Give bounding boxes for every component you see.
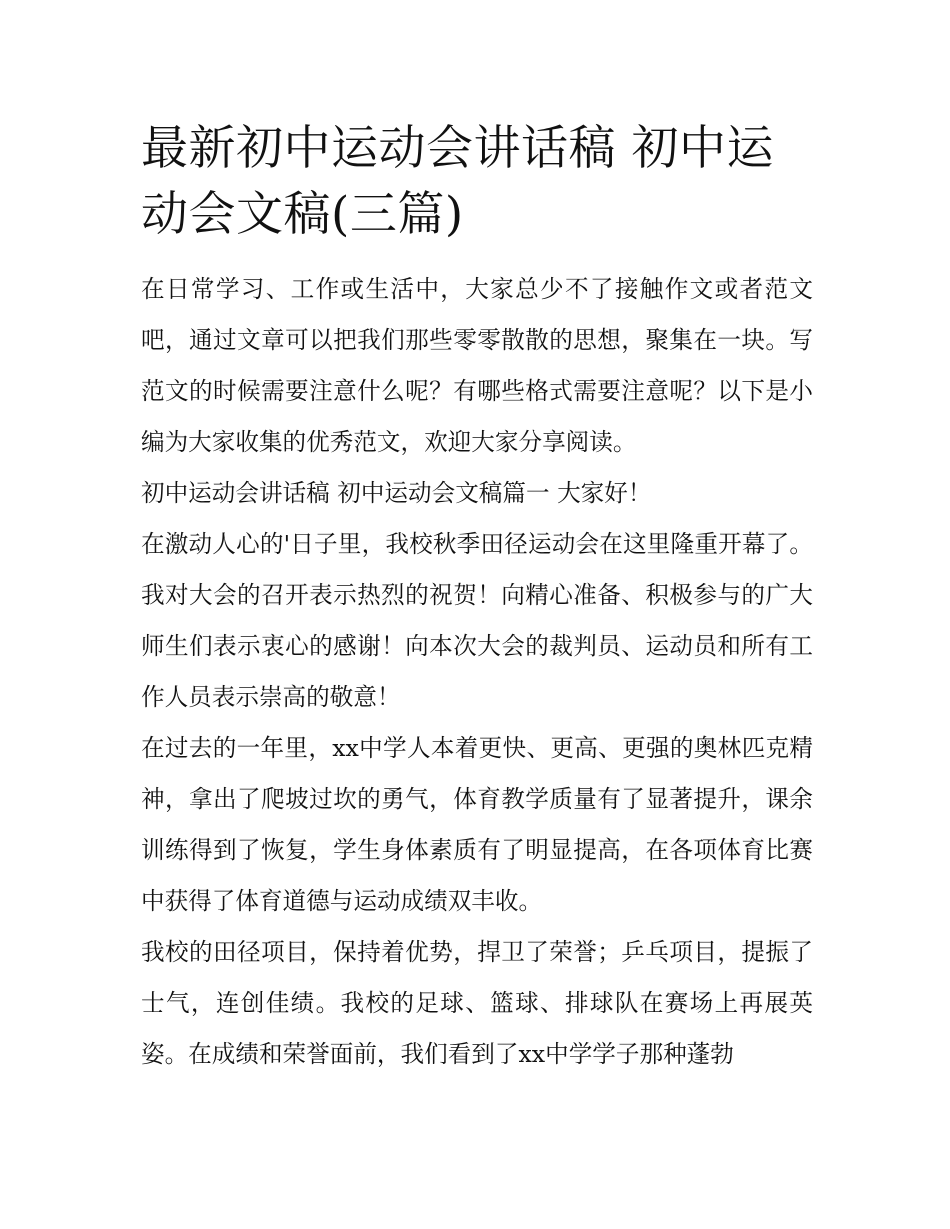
body-paragraph: 在激动人心的'日子里，我校秋季田径运动会在这里隆重开幕了。我对大会的召开表示热烈的祝贺！向精心准备、积极参与的广大师生们表示衷心的感谢！向本次大会的裁判员、运动员和所有工作人员表示崇高的敬意！ <box>141 530 813 711</box>
document-title: 最新初中运动会讲话稿 初中运动会文稿(三篇) <box>141 121 774 242</box>
document-content <box>141 116 813 1080</box>
body-paragraph: 我校的田径项目，保持着优势，捍卫了荣誉；乒乓项目，提振了士气，连创佳绩。我校的足球、篮球、排球队在赛场上再展英姿。在成绩和荣誉面前，我们看到了xx中学学子那种蓬勃 <box>141 938 813 1068</box>
intro-paragraph: 在日常学习、工作或生活中，大家总少不了接触作文或者范文吧，通过文章可以把我们那些零零散散的思想，聚集在一块。写范文的时候需要注意什么呢？有哪些格式需要注意呢？以下是小编为大家收集的优秀范文，欢迎大家分享阅读。 <box>141 275 813 456</box>
section-heading-paragraph: 初中运动会讲话稿 初中运动会文稿篇一 大家好！ <box>141 479 652 507</box>
body-paragraph: 在过去的一年里，xx中学人本着更快、更高、更强的奥林匹克精神，拿出了爬坡过坎的勇气，体育教学质量有了显著提升，课余训练得到了恢复，学生身体素质有了明显提高，在各项体育比赛中获得了体育道德与运动成绩双丰收。 <box>141 734 813 915</box>
document-body <box>141 264 813 1080</box>
